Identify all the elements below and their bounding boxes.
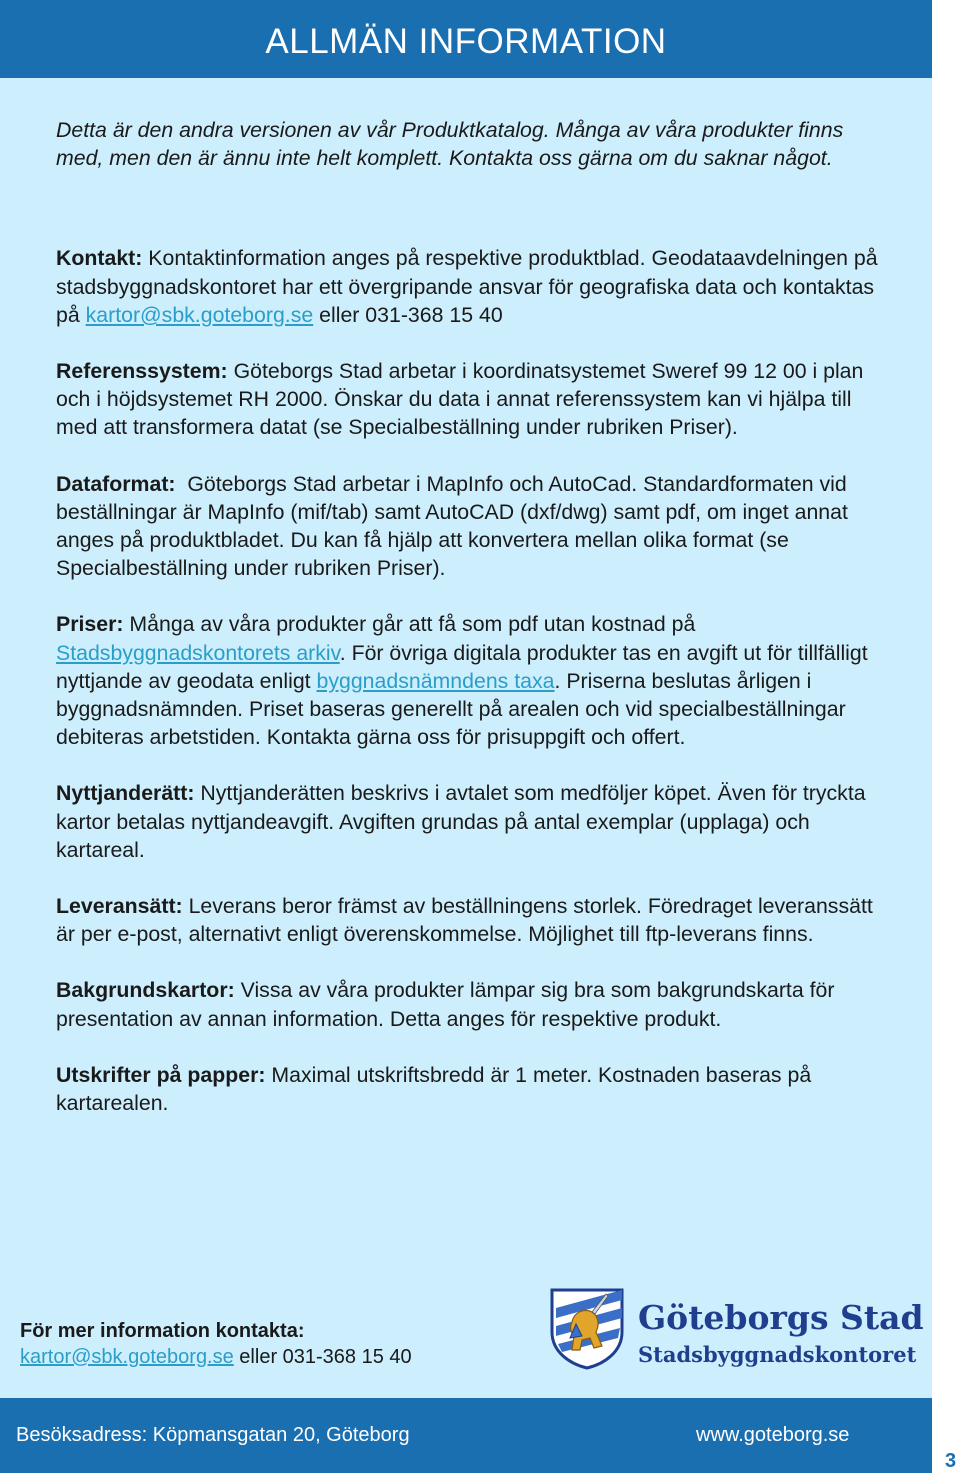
taxa-link[interactable]: byggnadsnämndens taxa (316, 668, 555, 693)
section-dataformat (56, 470, 896, 583)
bottom-bar (0, 1398, 932, 1473)
referens-label: Referenssystem: (56, 359, 228, 384)
main-content (56, 116, 896, 1117)
referens-text: Göteborgs Stad arbetar i koordinatsystemet Sweref 99 12 00 i plan och i höjdsystemet RH 2000. Önskar du data i annat referenssystem kan vi hjälpa till med att transformera datat (se Specialbeställning under rubriken Priser). (56, 359, 864, 440)
bakgrund-label: Bakgrundskartor: (56, 978, 235, 1003)
priser-label: Priser: (56, 612, 124, 637)
logo-line-2: Stadsbyggnadskontoret (638, 1342, 917, 1367)
priser-text-3: . Priserna beslutas årligen i byggnadsnämnden. Priset baseras generellt på arealen och vid specialbeställningar debiteras arbetstiden. Kontakta gärna oss för prisuppgift och offert. (56, 668, 846, 750)
kontakt-text: Kontaktinformation anges på respektive produktblad. Geodataavdelningen på stadsbyggnadskontoret har ett övergripande ansvar för geografiska data och kontaktas på (56, 246, 878, 327)
nyttjanderatt-text: Nyttjanderätten beskrivs i avtalet som medföljer köpet. Även för tryckta kartor betalas nyttjandeavgift. Avgiften grundas på antal exemplar (upplaga) och kartareal. (56, 781, 866, 862)
kontakt-label: Kontakt: (56, 246, 143, 271)
intro-text: Detta är den andra versionen av vår Produktkatalog. Många av våra produkter finns med, men den är ännu inte helt komplett. Kontakta oss gärna om du saknar något. (56, 118, 844, 171)
footer-phone: eller 031-368 15 40 (233, 1346, 412, 1368)
kontakt-email-link[interactable]: kartor@sbk.goteborg.se (85, 302, 314, 327)
utskrifter-text: Maximal utskriftsbredd är 1 meter. Kostnaden baseras på kartarealen. (56, 1062, 812, 1116)
priser-text-2: . För övriga digitala produkter tas en avgift ut för tillfälligt nyttjande av geodata enligt (56, 640, 868, 693)
section-leveranssatt (56, 892, 896, 948)
section-utskrifter (56, 1061, 896, 1117)
website-link[interactable]: www.goteborg.se (696, 1424, 850, 1446)
section-kontakt (56, 244, 896, 329)
header-bar (0, 0, 932, 78)
footer-contact (20, 1318, 412, 1370)
dataformat-label: Dataformat: (56, 471, 176, 496)
dataformat-text: Göteborgs Stad arbetar i MapInfo och AutoCad. Standardformaten vid beställningar är MapInfo (mif/tab) samt AutoCAD (dxf/dwg) samt pdf, om inget annat anges på produktbladet. Du kan få hjälp att konvertera mellan olika format (se Specialbeställning under rubriken Priser). (56, 471, 854, 581)
leveranssatt-text: Leverans beror främst av beställningens storlek. Föredraget leveranssätt är per e-post, alternativt enligt överenskommelse. Möjlighet till ftp-leverans finns. (56, 894, 873, 947)
section-bakgrundskartor (56, 976, 896, 1032)
priser-text-1: Många av våra produkter går att få som pdf utan kostnad på (123, 612, 696, 637)
goteborgs-stad-logo (548, 1284, 924, 1374)
footer-email-link[interactable]: kartor@sbk.goteborg.se (20, 1346, 234, 1368)
logo-line-1: Göteborgs Stad (638, 1298, 924, 1337)
contact-heading: För mer information kontakta: (20, 1320, 305, 1342)
visiting-address: Besöksadress: Köpmansgatan 20, Göteborg (16, 1424, 410, 1446)
utskrifter-label: Utskrifter på papper: (56, 1062, 266, 1087)
page-number: 3 (945, 1450, 957, 1472)
bakgrund-text: Vissa av våra produkter lämpar sig bra som bakgrundskarta för presentation av annan information. Detta anges för respektive produkt. (56, 978, 835, 1031)
section-priser (56, 610, 896, 751)
nyttjanderatt-label: Nyttjanderätt: (56, 781, 195, 806)
arkiv-link[interactable]: Stadsbyggnadskontorets arkiv (56, 640, 340, 665)
page-title: ALLMÄN INFORMATION (265, 22, 667, 61)
leveranssatt-label: Leveransätt: (56, 894, 183, 919)
section-nyttjanderatt (56, 779, 896, 864)
section-referenssystem (56, 357, 896, 442)
city-crest-icon (548, 1286, 626, 1370)
kontakt-phone: eller 031-368 15 40 (313, 302, 503, 327)
